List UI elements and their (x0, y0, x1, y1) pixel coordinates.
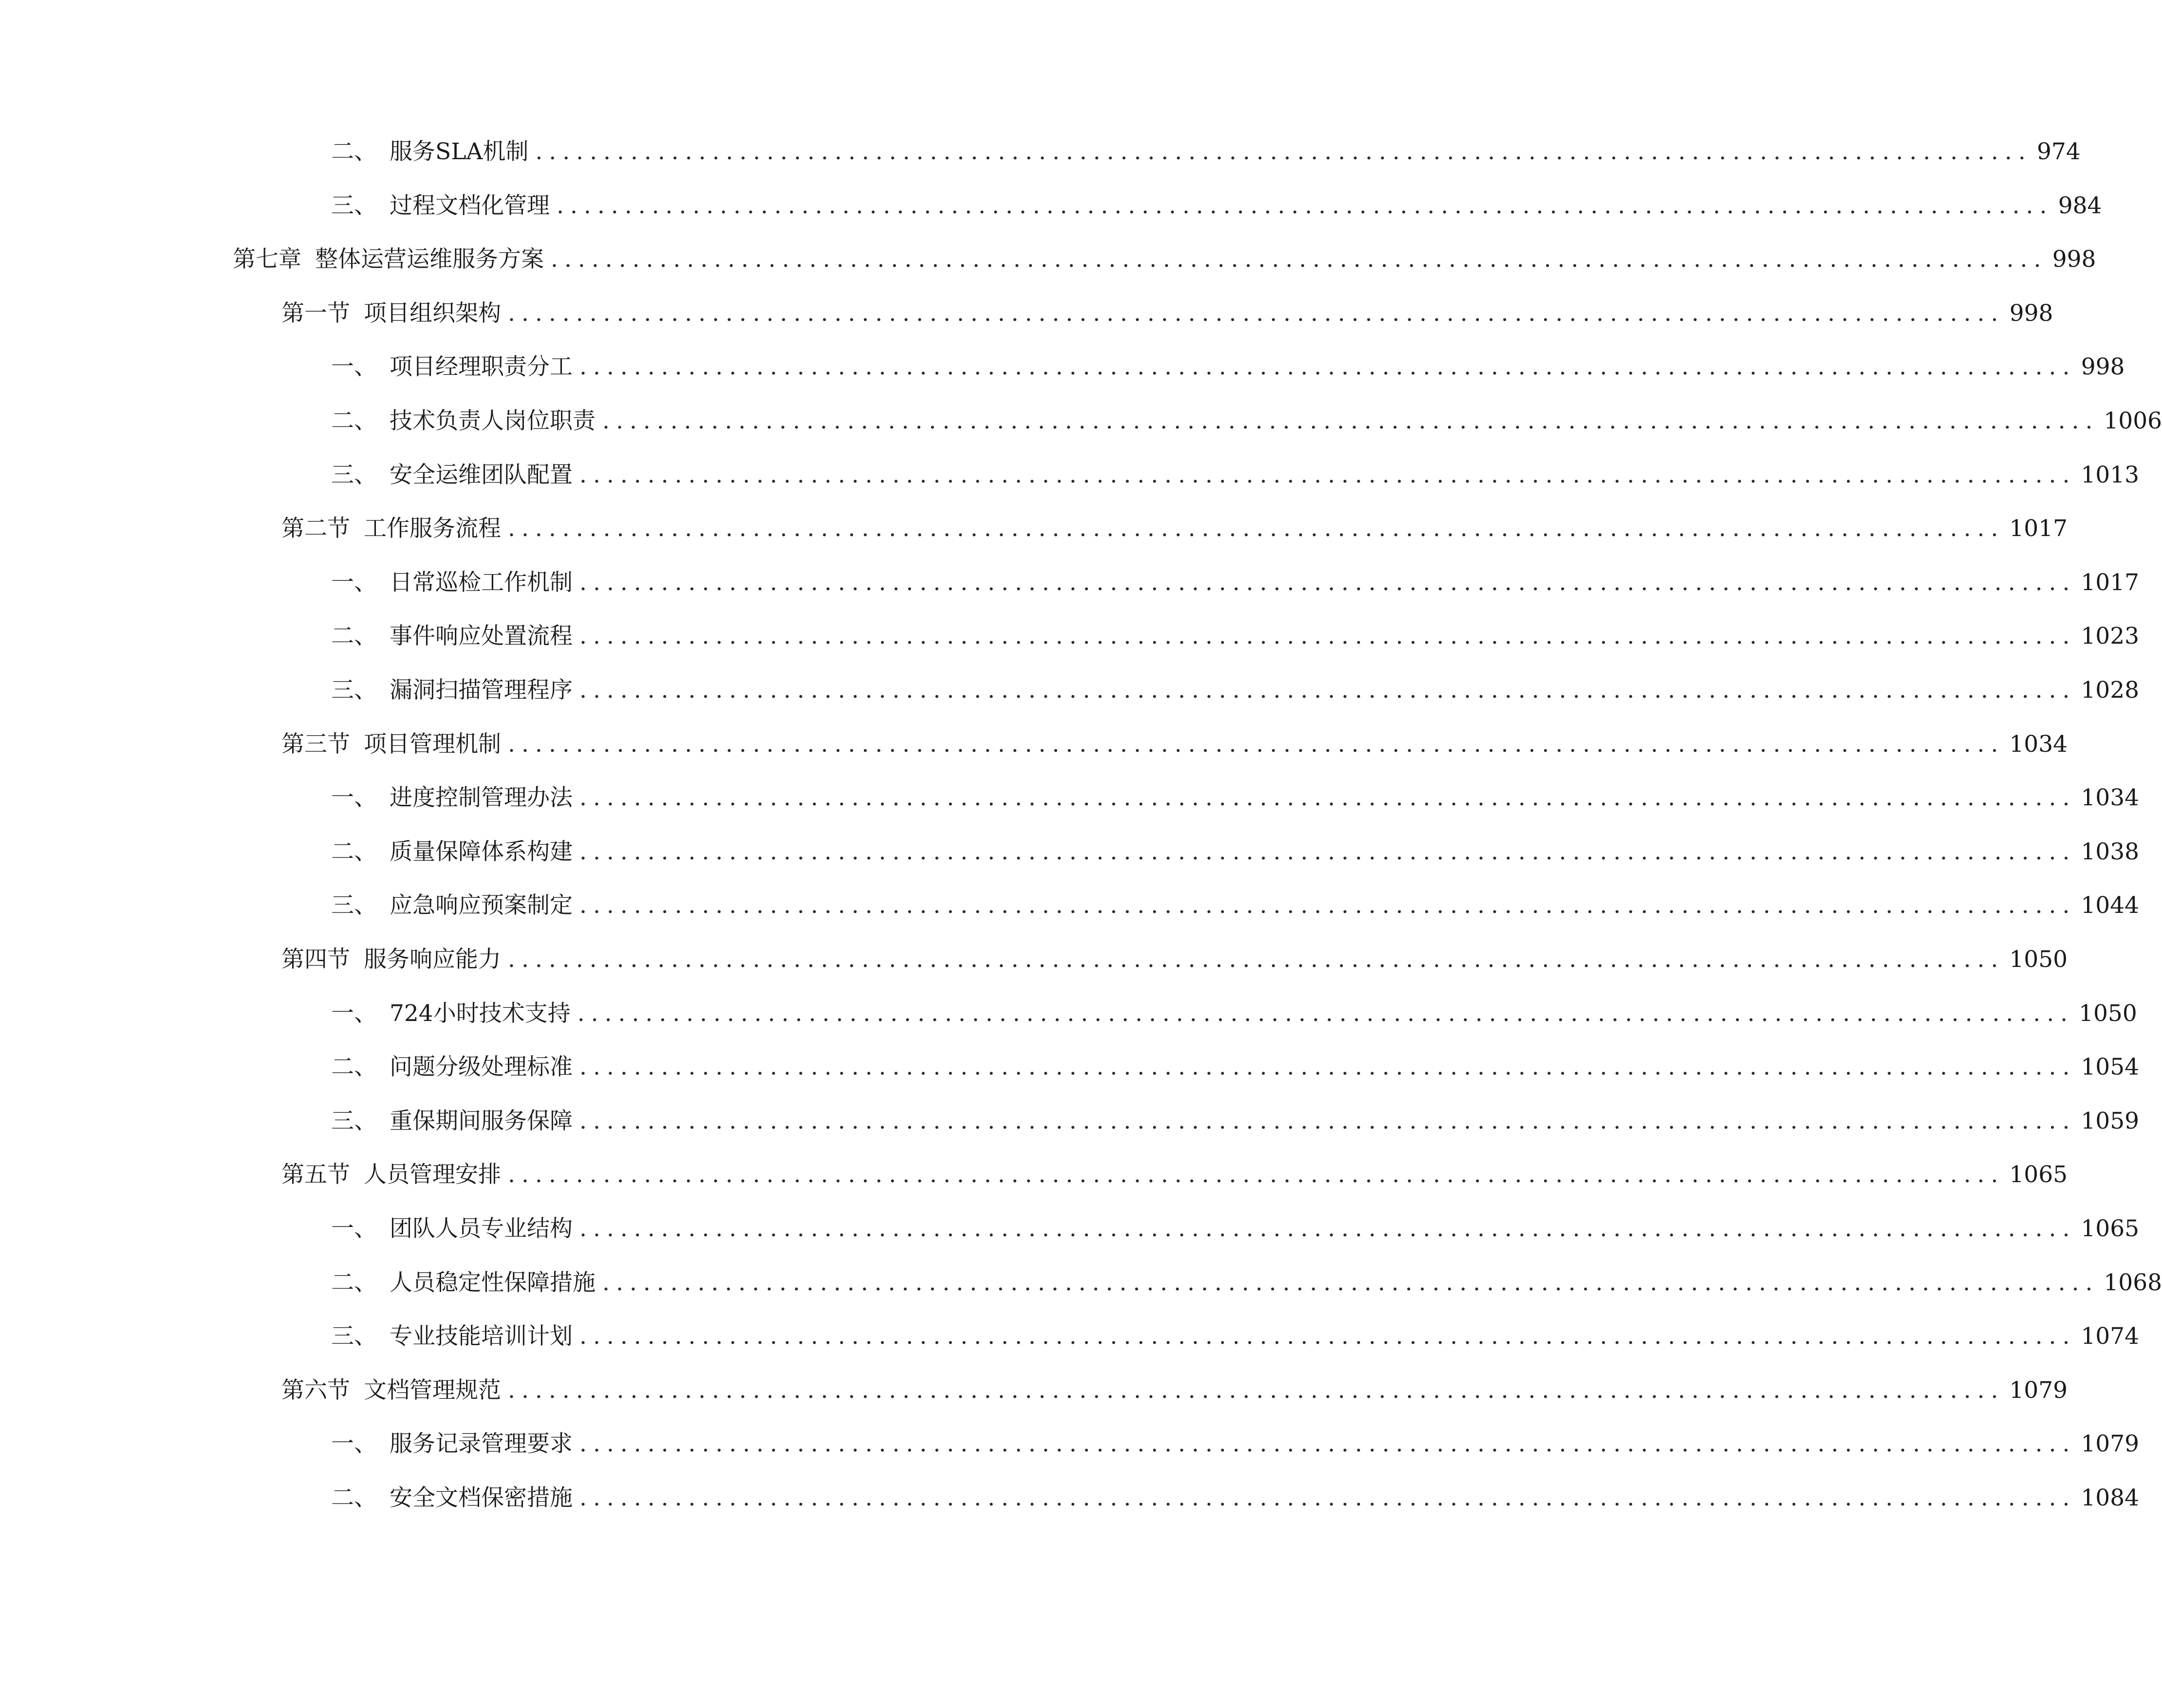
toc-entry-title: 服务响应能力 (364, 946, 501, 973)
toc-dot-leader: .............................................................................................................. (579, 838, 2076, 865)
toc-entry-title: 过程文档化管理 (390, 192, 550, 219)
toc-entry-title: 进度控制管理办法 (390, 784, 573, 812)
toc-entry-number: 第五节 (281, 1161, 350, 1188)
toc-entry-page-number: 1034 (2009, 730, 2068, 758)
toc-entry-page-number: 1079 (2081, 1430, 2140, 1458)
toc-entry-page-number: 1074 (2081, 1323, 2140, 1350)
toc-entry-number: 一、 (331, 1215, 377, 1242)
toc-entry-number: 二、 (331, 138, 377, 165)
toc-entry-title: 应急响应预案制定 (390, 892, 573, 919)
toc-dot-leader: .............................................................................................................. (579, 784, 2076, 812)
toc-dot-leader: .............................................................................................................. (508, 1161, 2005, 1188)
toc-entry-number: 第三节 (281, 730, 350, 758)
toc-dot-leader: .............................................................................................................. (557, 192, 2053, 219)
toc-dot-leader: .............................................................................................................. (508, 946, 2005, 973)
toc-dot-leader: .............................................................................................................. (579, 892, 2076, 919)
toc-entry-number: 第七章 (233, 246, 301, 273)
toc-entry-number: 一、 (331, 569, 377, 596)
toc-entry[interactable] (331, 1479, 2140, 1518)
toc-entry[interactable] (331, 1263, 2162, 1302)
toc-entry[interactable] (331, 833, 2140, 872)
toc-dot-leader: .............................................................................................................. (579, 1485, 2076, 1511)
toc-dot-leader: .............................................................................................................. (602, 408, 2099, 434)
toc-entry-number: 第一节 (281, 299, 350, 327)
toc-entry-title: 漏洞扫描管理程序 (390, 677, 573, 704)
toc-entry[interactable] (331, 402, 2162, 441)
toc-entry-page-number: 1084 (2081, 1485, 2140, 1511)
toc-dot-leader: .............................................................................................................. (579, 1430, 2076, 1458)
toc-dot-leader: .............................................................................................................. (579, 1215, 2076, 1242)
toc-entry-number: 第四节 (281, 946, 350, 973)
toc-dot-leader: .............................................................................................................. (602, 1269, 2099, 1296)
toc-entry[interactable] (331, 348, 2125, 387)
toc-entry-page-number: 998 (2081, 353, 2125, 381)
toc-entry-number: 三、 (331, 1323, 377, 1350)
toc-entry-title: 人员管理安排 (364, 1161, 501, 1188)
toc-entry-number: 二、 (331, 1269, 377, 1296)
toc-entry-page-number: 1050 (2079, 1000, 2137, 1027)
toc-dot-leader: .............................................................................................................. (579, 353, 2076, 381)
toc-entry[interactable] (331, 779, 2140, 817)
toc-dot-leader: .............................................................................................................. (579, 1323, 2076, 1350)
toc-entry[interactable] (281, 294, 2053, 333)
toc-entry-number: 一、 (331, 1430, 377, 1458)
toc-entry[interactable] (331, 994, 2137, 1033)
toc-entry-title: 日常巡检工作机制 (390, 569, 573, 596)
toc-entry[interactable] (331, 1102, 2140, 1141)
toc-dot-leader: .............................................................................................................. (508, 515, 2005, 542)
toc-entry-number: 二、 (331, 838, 377, 865)
toc-dot-leader: .............................................................................................................. (508, 1376, 2005, 1404)
toc-entry-page-number: 1023 (2081, 623, 2140, 650)
toc-entry[interactable] (331, 1048, 2140, 1087)
toc-entry-number: 三、 (331, 1107, 377, 1134)
toc-entry-title: 事件响应处置流程 (390, 623, 573, 650)
toc-entry[interactable] (331, 186, 2102, 225)
toc-entry-number: 第二节 (281, 515, 350, 542)
toc-entry-title: 工作服务流程 (364, 515, 501, 542)
toc-entry-title: 人员稳定性保障措施 (390, 1269, 596, 1296)
toc-entry-number: 三、 (331, 461, 377, 488)
toc-entry-page-number: 1017 (2081, 569, 2140, 596)
toc-entry-page-number: 1044 (2081, 892, 2140, 919)
toc-entry[interactable] (281, 940, 2068, 979)
toc-entry-page-number: 1017 (2009, 515, 2068, 542)
toc-entry-page-number: 1054 (2081, 1054, 2140, 1081)
toc-entry-title: 质量保障体系构建 (390, 838, 573, 865)
toc-entry-title: 整体运营运维服务方案 (315, 246, 544, 273)
toc-entry[interactable] (331, 132, 2081, 171)
toc-entry[interactable] (331, 886, 2140, 925)
toc-entry-title: 安全文档保密措施 (390, 1485, 573, 1511)
toc-entry[interactable] (331, 617, 2140, 656)
toc-entry[interactable] (331, 671, 2140, 710)
toc-entry-number: 三、 (331, 192, 377, 219)
toc-entry[interactable] (331, 1425, 2140, 1464)
toc-entry-title: 项目经理职责分工 (390, 353, 573, 381)
toc-dot-leader: .............................................................................................................. (579, 623, 2076, 650)
toc-entry-number: 三、 (331, 677, 377, 704)
toc-entry-title: 团队人员专业结构 (390, 1215, 573, 1242)
toc-entry-page-number: 1065 (2009, 1161, 2068, 1188)
toc-entry-number: 二、 (331, 623, 377, 650)
toc-entry-title: 服务记录管理要求 (390, 1430, 573, 1458)
toc-dot-leader: .............................................................................................................. (579, 1054, 2076, 1081)
toc-entry[interactable] (331, 1317, 2140, 1356)
toc-entry-number: 第六节 (281, 1376, 350, 1404)
toc-entry-title: 专业技能培训计划 (390, 1323, 573, 1350)
toc-entry-page-number: 1050 (2009, 946, 2068, 973)
toc-entry[interactable] (281, 1155, 2068, 1194)
toc-entry-page-number: 1068 (2104, 1269, 2162, 1296)
toc-entry-title: 安全运维团队配置 (390, 461, 573, 488)
toc-entry-page-number: 1028 (2081, 677, 2140, 704)
toc-dot-leader: .............................................................................................................. (579, 1107, 2076, 1134)
toc-entry-page-number: 1038 (2081, 838, 2140, 865)
toc-entry-page-number: 1065 (2081, 1215, 2140, 1242)
toc-entry[interactable] (281, 1371, 2068, 1410)
toc-entry-number: 一、 (331, 353, 377, 381)
toc-entry-number: 一、 (331, 1000, 377, 1027)
toc-entry-page-number: 998 (2052, 246, 2096, 273)
toc-dot-leader: .............................................................................................................. (577, 1000, 2074, 1027)
toc-entry-title: 文档管理规范 (364, 1376, 501, 1404)
toc-entry-title: 问题分级处理标准 (390, 1054, 573, 1081)
toc-entry[interactable] (281, 509, 2068, 548)
toc-entry-page-number: 998 (2009, 299, 2053, 327)
toc-entry-page-number: 1079 (2009, 1376, 2068, 1404)
toc-dot-leader: .............................................................................................................. (535, 138, 2032, 165)
toc-entry[interactable] (233, 240, 2096, 279)
toc-dot-leader: .............................................................................................................. (508, 730, 2005, 758)
toc-entry-title: 项目组织架构 (364, 299, 501, 327)
toc-entry-number: 一、 (331, 784, 377, 812)
toc-dot-leader: .............................................................................................................. (579, 677, 2076, 704)
toc-entry-number: 二、 (331, 408, 377, 434)
toc-entry-title: 重保期间服务保障 (390, 1107, 573, 1134)
toc-entry-title: 项目管理机制 (364, 730, 501, 758)
toc-entry-number: 二、 (331, 1054, 377, 1081)
toc-entry[interactable] (281, 725, 2068, 764)
toc-entry-title: 724小时技术支持 (390, 1000, 571, 1027)
toc-entry-page-number: 1059 (2081, 1107, 2140, 1134)
toc-entry-title: 技术负责人岗位职责 (390, 408, 596, 434)
toc-entry[interactable] (331, 1209, 2140, 1248)
toc-entry-number: 三、 (331, 892, 377, 919)
toc-entry-page-number: 1013 (2081, 461, 2140, 488)
toc-dot-leader: .............................................................................................................. (579, 569, 2076, 596)
toc-dot-leader: .............................................................................................................. (508, 299, 2005, 327)
toc-entry-title: 服务SLA机制 (390, 138, 529, 165)
toc-entry-page-number: 1006 (2104, 408, 2162, 434)
toc-entry-page-number: 984 (2058, 192, 2102, 219)
toc-entry[interactable] (331, 456, 2140, 495)
toc-dot-leader: .............................................................................................................. (579, 461, 2076, 488)
toc-entry-page-number: 1034 (2081, 784, 2140, 812)
toc-entry-number: 二、 (331, 1485, 377, 1511)
toc-entry[interactable] (331, 563, 2140, 602)
toc-entry-page-number: 974 (2037, 138, 2081, 165)
toc-dot-leader: .............................................................................................................. (551, 246, 2048, 273)
